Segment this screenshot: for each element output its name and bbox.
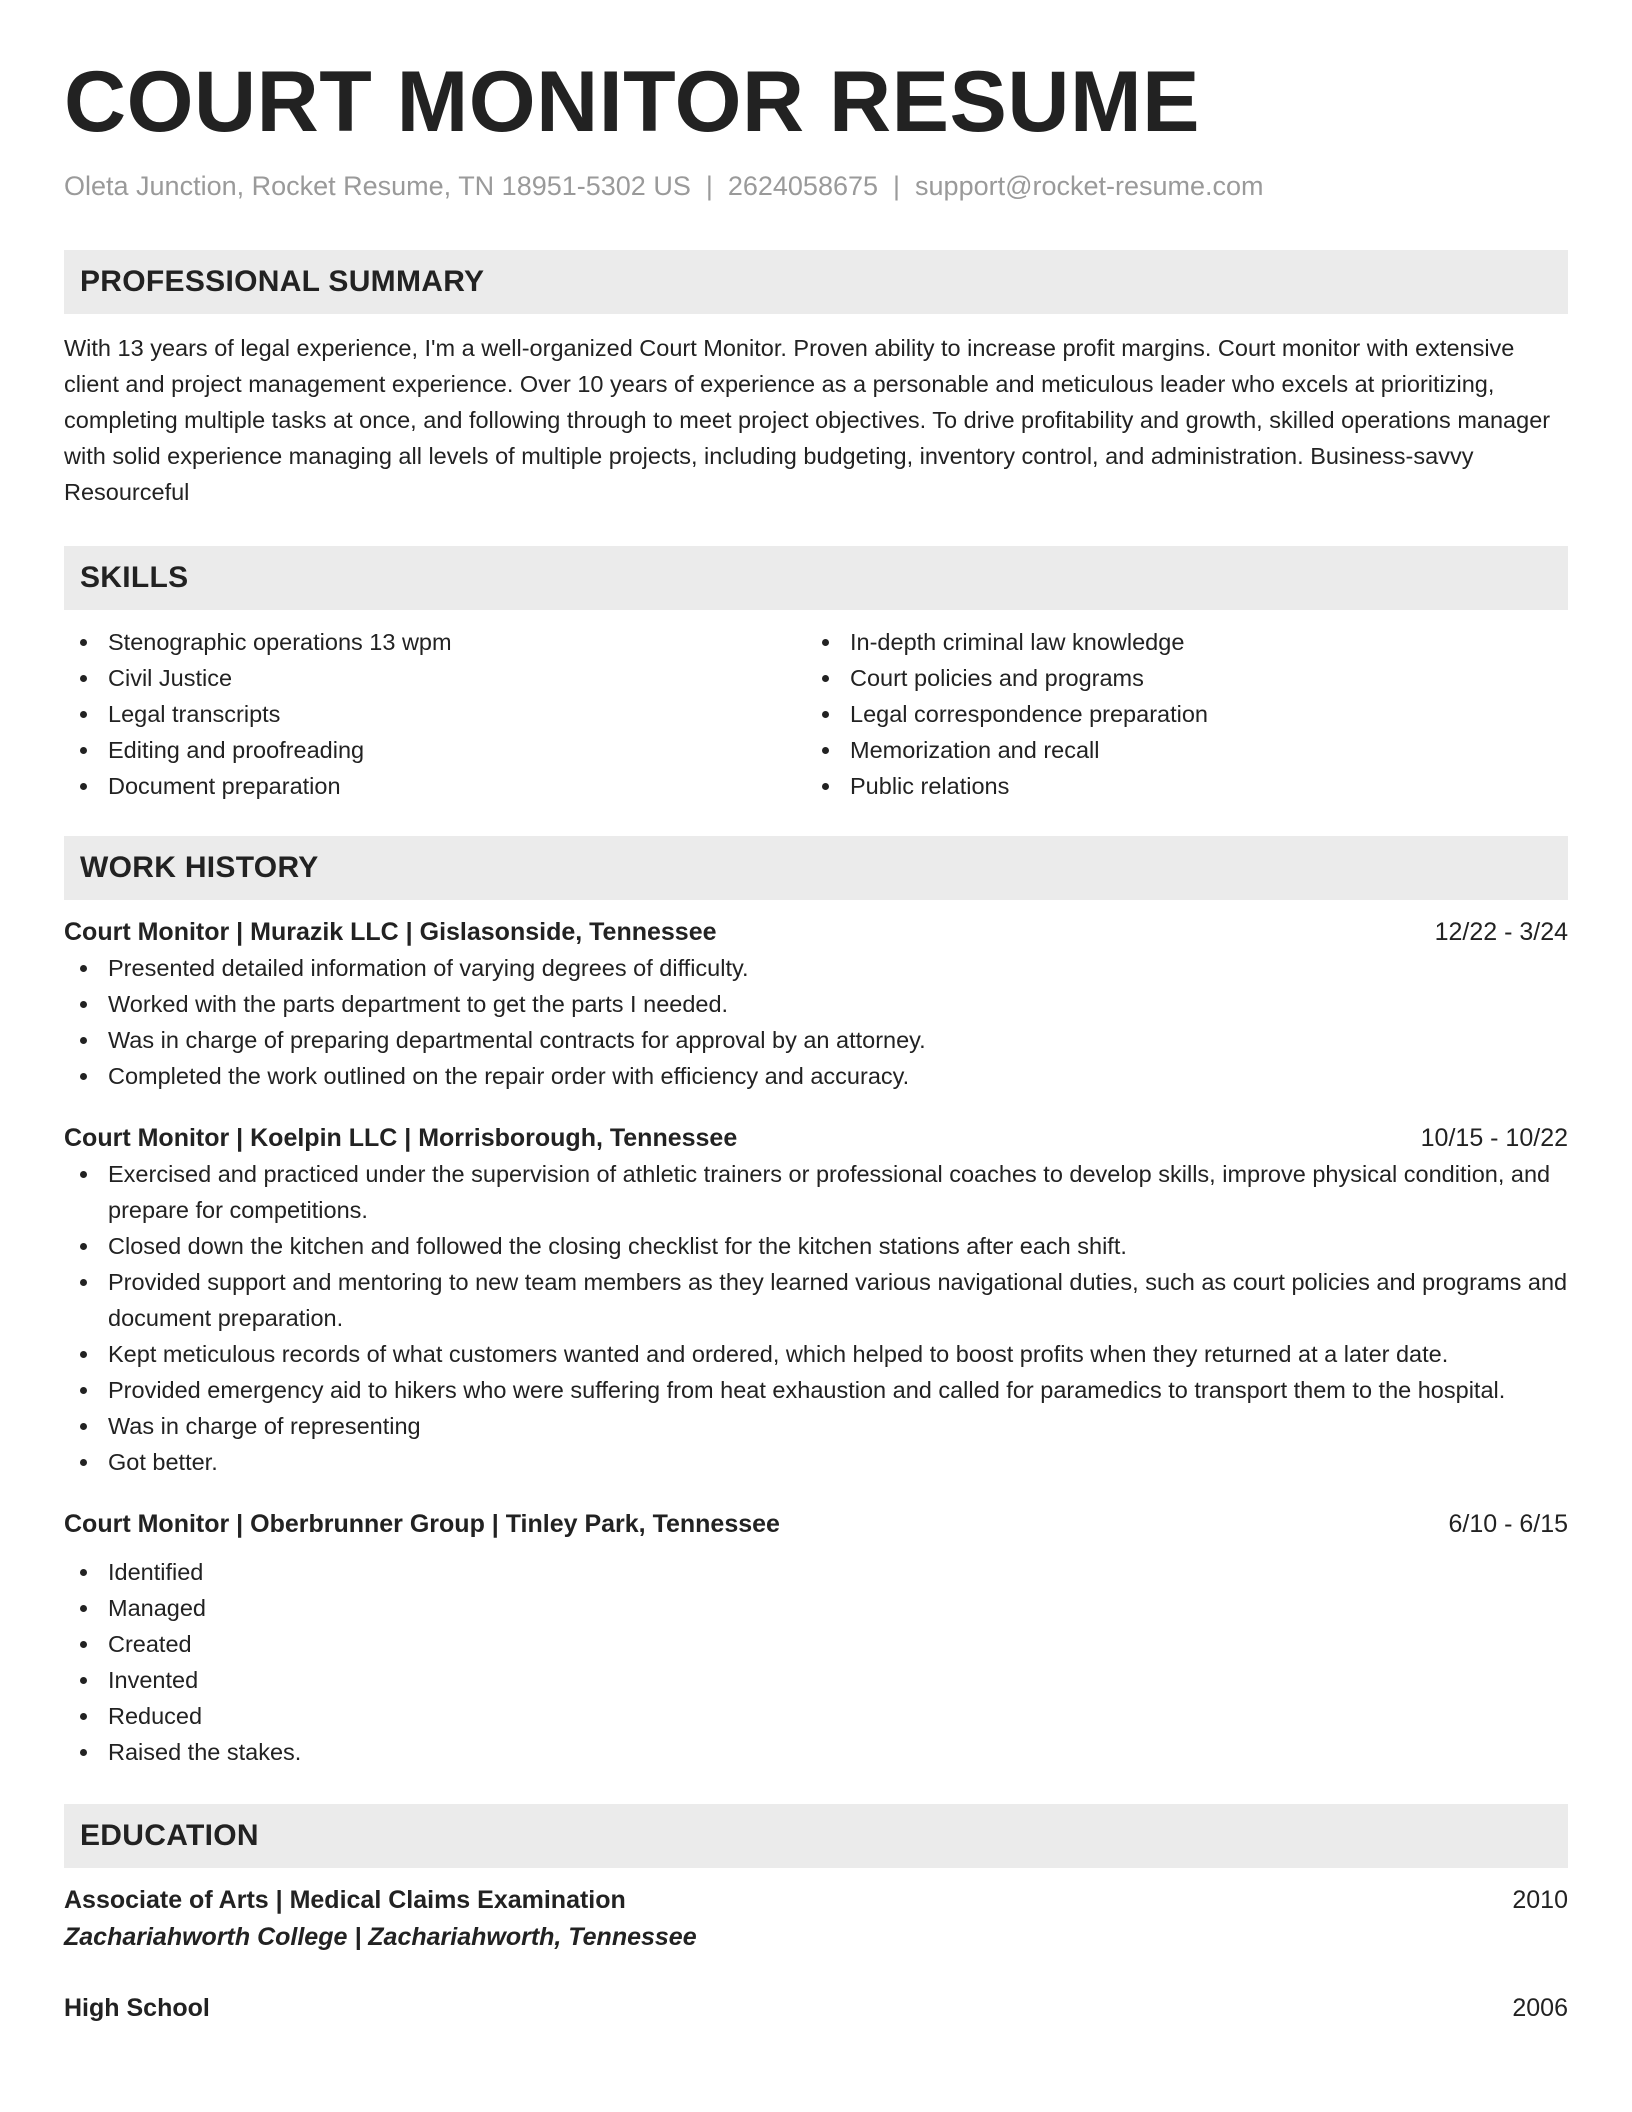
skill-item: Stenographic operations 13 wpm [64,624,806,660]
job-bullet: Worked with the parts department to get the parts I needed. [64,986,1568,1022]
skill-item: Civil Justice [64,660,806,696]
education-degree: Associate of Arts | Medical Claims Examination [64,1886,626,1914]
contact-line [64,170,1568,202]
job-header [64,1120,1568,1156]
job-bullet: Presented detailed information of varying degrees of difficulty. [64,950,1568,986]
job-bullet: Provided emergency aid to hikers who were suffering from heat exhaustion and called for paramedics to transport them to the hospital. [64,1372,1568,1408]
resume-page [64,0,1568,2026]
job-title: Court Monitor | Koelpin LLC | Morrisborough, Tennessee [64,1124,738,1152]
job-bullet: Was in charge of preparing departmental contracts for approval by an attorney. [64,1022,1568,1058]
job-entry [64,1120,1568,1480]
skill-item: In-depth criminal law knowledge [806,624,1548,660]
job-dates: 12/22 - 3/24 [1434,918,1568,946]
job-bullets [64,1156,1568,1480]
job-bullet: Provided support and mentoring to new team members as they learned various navigational duties, such as court policies and programs and document preparation. [64,1264,1568,1336]
section-heading-skills: SKILLS [64,546,1568,610]
job-bullet: Created [64,1626,1568,1662]
job-bullet: Reduced [64,1698,1568,1734]
summary-text: With 13 years of legal experience, I'm a well-organized Court Monitor. Proven ability to increase profit margins. Court monitor with extensive client and project management experience. Over 10 years of experience as a personable and meticulous leader who excels at prioritizing, completing multiple tasks at once, and following through to meet project objectives. To drive profitability and growth, skilled operations manager with solid experience managing all levels of multiple projects, including budgeting, inventory control, and administration. Business-savvy Resourceful [64,335,1551,505]
contact-separator: | [893,171,901,201]
education-school: Zachariahworth College | Zachariahworth, Tennessee [64,1923,697,1951]
skills-column-right [806,624,1548,804]
job-bullet: Closed down the kitchen and followed the closing checklist for the kitchen stations after each shift. [64,1228,1568,1264]
job-bullet: Invented [64,1662,1568,1698]
section-heading-education: EDUCATION [64,1804,1568,1868]
job-dates: 6/10 - 6/15 [1448,1510,1568,1538]
skill-item: Legal transcripts [64,696,806,732]
job-bullet: Was in charge of representing [64,1408,1568,1444]
job-bullets [64,950,1568,1094]
job-bullet: Raised the stakes. [64,1734,1568,1770]
contact-address: Oleta Junction, Rocket Resume, TN 18951-5302 US [64,171,691,201]
skill-item: Court policies and programs [806,660,1548,696]
education-degree: High School [64,1994,210,2022]
section-heading-summary: PROFESSIONAL SUMMARY [64,250,1568,314]
skill-item: Public relations [806,768,1548,804]
skill-item: Document preparation [64,768,806,804]
skill-item: Legal correspondence preparation [806,696,1548,732]
education-year: 2006 [1512,1994,1568,2022]
contact-separator: | [705,171,713,201]
job-title: Court Monitor | Murazik LLC | Gislasonside, Tennessee [64,918,717,946]
contact-email: support@rocket-resume.com [915,171,1264,201]
job-bullet: Identified [64,1554,1568,1590]
job-bullets [64,1554,1568,1770]
job-bullet: Exercised and practiced under the supervision of athletic trainers or professional coaches to develop skills, improve physical condition, and prepare for competitions. [64,1156,1568,1228]
education-header [64,1990,1568,2026]
job-header [64,914,1568,950]
job-header [64,1506,1568,1542]
resume-title: COURT MONITOR RESUME [64,54,1200,150]
job-dates: 10/15 - 10/22 [1420,1124,1568,1152]
job-bullet: Kept meticulous records of what customers wanted and ordered, which helped to boost profits when they returned at a later date. [64,1336,1568,1372]
job-bullet: Managed [64,1590,1568,1626]
education-header [64,1882,1568,1918]
job-entry [64,1506,1568,1770]
education-year: 2010 [1512,1886,1568,1914]
job-entry [64,914,1568,1094]
skill-item: Editing and proofreading [64,732,806,768]
skills-list [64,624,1568,804]
section-heading-work-history: WORK HISTORY [64,836,1568,900]
education-entry [64,1990,1568,2026]
job-title: Court Monitor | Oberbrunner Group | Tinley Park, Tennessee [64,1510,780,1538]
contact-phone: 2624058675 [727,171,879,201]
job-bullet: Completed the work outlined on the repair order with efficiency and accuracy. [64,1058,1568,1094]
skills-column-left [64,624,806,804]
job-bullet: Got better. [64,1444,1568,1480]
skill-item: Memorization and recall [806,732,1548,768]
education-entry [64,1882,1568,1956]
